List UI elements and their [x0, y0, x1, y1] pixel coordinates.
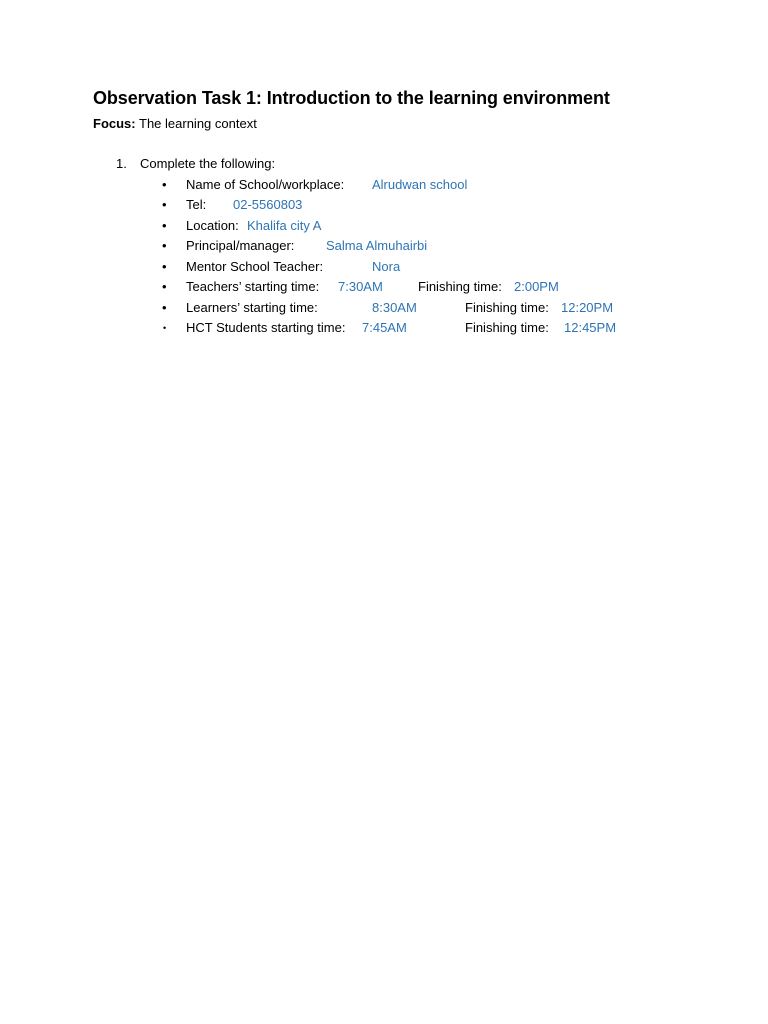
- bullet-icon: •: [162, 218, 167, 233]
- item-label: Location:: [186, 218, 239, 233]
- item-label: Teachers’ starting time:: [186, 279, 320, 294]
- page-title: Observation Task 1: Introduction to the learning environment: [93, 88, 610, 108]
- item-value: 02-5560803: [233, 197, 303, 212]
- item-label: Name of School/workplace:: [186, 177, 345, 192]
- bullet-icon: •: [162, 279, 167, 294]
- bullet-icon: •: [162, 300, 167, 315]
- bullet-icon: •: [162, 177, 167, 192]
- item-label: Learners’ starting time:: [186, 300, 318, 315]
- finish-value: 12:20PM: [561, 300, 614, 315]
- item-value: 7:45AM: [362, 320, 407, 335]
- item-value: 7:30AM: [338, 279, 383, 294]
- finish-label: Finishing time:: [418, 279, 502, 294]
- item-value: Salma Almuhairbi: [326, 238, 428, 253]
- finish-label: Finishing time:: [465, 300, 549, 315]
- focus-line: [93, 116, 257, 131]
- focus-label: Focus:: [93, 116, 136, 131]
- finish-label: Finishing time:: [465, 320, 549, 335]
- item-value: Nora: [372, 259, 401, 274]
- item-label: Tel:: [186, 197, 207, 212]
- bullet-icon: •: [163, 323, 167, 333]
- finish-value: 2:00PM: [514, 279, 559, 294]
- item-value: Alrudwan school: [372, 177, 468, 192]
- focus-value: The learning context: [139, 116, 257, 131]
- list-number: 1.: [116, 156, 127, 171]
- list-heading: [116, 156, 275, 171]
- finish-value: 12:45PM: [564, 320, 617, 335]
- bullet-icon: •: [162, 259, 167, 274]
- bullet-icon: •: [162, 197, 167, 212]
- item-label: Mentor School Teacher:: [186, 259, 324, 274]
- list-heading-text: Complete the following:: [140, 156, 276, 171]
- item-value: 8:30AM: [372, 300, 417, 315]
- item-value: Khalifa city A: [247, 218, 322, 233]
- item-label: Principal/manager:: [186, 238, 295, 253]
- item-label: HCT Students starting time:: [186, 320, 346, 335]
- bullet-icon: •: [162, 238, 167, 253]
